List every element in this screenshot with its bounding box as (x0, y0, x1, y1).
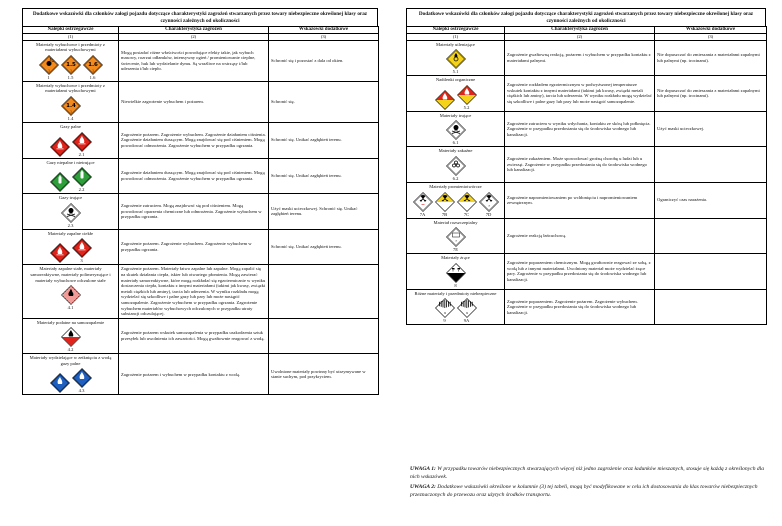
colnum: (2) (505, 34, 655, 41)
placard-number: 4.3 (78, 388, 85, 394)
hazard-placard-icon (50, 172, 70, 192)
hazard-placard-icon (72, 368, 92, 393)
hazard-cell: Zagrożenie pożarem i wybuchem w przypadku kontaktu z wodą. (119, 354, 269, 395)
placard-number: 1 (47, 74, 50, 80)
hazard-cell: Mogą posiadać różne właściwości powodujące efekty takie, jak wybuch masowy, rozrzut odłamków, intensywny ogień / promieniowanie cieplne, świecenie, huk lub wydzielanie dymu. Są wrażliwe na wstrząsy i/lub uderzenia i/lub ciepło. (119, 40, 269, 81)
placard-group (409, 156, 502, 181)
hazard-placard-icon (72, 167, 92, 192)
placard-number: 2.3 (67, 222, 74, 228)
label-cell (23, 81, 119, 122)
class-name: Materiały zapalne stałe, materiały samoreaktywne, materiały polimeryzujące i materiały wybuchowe odczulone stałe (30, 266, 111, 283)
svg-text:7: 7 (454, 240, 457, 244)
placard-number: 7B (441, 211, 448, 217)
table-row (407, 254, 767, 290)
label-cell (23, 318, 119, 354)
header-hazards: Charakterystyka zagrożeń (505, 27, 655, 34)
placard-group (409, 85, 502, 110)
placard-group (409, 49, 502, 74)
placard-number: 5.1 (452, 69, 459, 75)
hazard-placard-icon (435, 298, 455, 323)
class-name: Materiały utleniające (436, 41, 475, 47)
hazard-placard-icon (83, 55, 103, 80)
header-labels: Nalepki ostrzegawcze (407, 27, 505, 34)
table-row (407, 76, 767, 112)
table-row (23, 158, 379, 194)
hazard-placard-icon (457, 192, 477, 217)
label-cell (23, 122, 119, 158)
label-cell (407, 147, 505, 183)
hazard-cell: Zagrożenie pożarem wskutek samozapalenia w przypadku uszkodzenia sztuk przesyłek lub uwolnienia ich zawartości. Mogą gwałtownie reagować z wodą. (119, 318, 269, 354)
label-cell (407, 40, 505, 76)
placard-group (25, 285, 116, 310)
hazard-cell: Zagrożenie zakażeniem. Może spowodować groźną chorobę u ludzi lub u zwierząt. Zagrożenie w przypadku przedostania się do środowiska wodnego lub kanalizacji. (505, 147, 655, 183)
hazard-placard-icon (413, 192, 433, 217)
placard-number: 2.1 (78, 151, 85, 157)
hazard-placard-icon (39, 55, 59, 80)
table-row (407, 111, 767, 147)
label-cell (23, 40, 119, 81)
placard-group (409, 298, 502, 323)
colnum: (2) (119, 34, 269, 41)
hazard-cell: Zagrożenie pożarem. Zagrożenie wybuchem. Zagrożenie działaniem ciśnienia. Zagrożenie działaniem duszącym. Mogą znajdować się pod ciśnieniem. Mogą powodować odmrożenia. Zagrożenie wybuchem w przypadku ogrzania. (119, 122, 269, 158)
placard-group (25, 132, 116, 157)
colnum: (1) (407, 34, 505, 41)
table-row (407, 40, 767, 76)
placard-number: 1.6 (89, 74, 96, 80)
table-row (407, 289, 767, 325)
extra-cell: Schronić się. Unikać zagłębień terenu. (269, 229, 379, 265)
extra-cell: Schronić się. Unikać zagłębień terenu. (269, 158, 379, 194)
class-name: Materiały promieniotwórcze (429, 183, 482, 189)
header-extra: Wskazówki dodatkowe (655, 27, 767, 34)
table-row (23, 40, 379, 81)
label-cell (23, 354, 119, 395)
placard-group (25, 96, 116, 121)
table-row (23, 194, 379, 230)
svg-text:1: 1 (69, 110, 72, 114)
label-cell (23, 158, 119, 194)
label-cell (23, 265, 119, 318)
placard-group (25, 55, 116, 80)
class-name: Materiały zakaźne (438, 148, 473, 154)
extra-cell: Schronić się i pozostać z dala od okien. (269, 40, 379, 81)
class-name: Różne materiały i przedmioty niebezpieczne (414, 290, 497, 296)
extra-cell: Schronić się. Unikać zagłębień terenu. (269, 122, 379, 158)
label-cell (23, 229, 119, 265)
table-row (407, 182, 767, 218)
class-name: Materiał rozszczepialny (433, 219, 478, 225)
hazard-cell: Zagrożenie poparzeniem chemicznym. Mogą gwałtownie reagować ze sobą, z wodą lub z innymi materiałami. Uwolniony materiał może wydzielać żrące pary. Zagrożenie w przypadku przedostania się do środowiska wodnego lub kanalizacji. (505, 254, 655, 290)
class-name: Materiały zapalne ciekłe (47, 230, 94, 236)
class-name: Materiały wydzielające w zetknięciu z wodą gazy palne (29, 355, 112, 366)
table-row (407, 147, 767, 183)
placard-number: 4.2 (67, 347, 74, 353)
table-row (407, 218, 767, 254)
class-name: Materiały wybuchowe i przedmioty z materiałami wybuchowymi (36, 41, 105, 53)
notes (410, 466, 766, 502)
table-row (23, 229, 379, 265)
table-row (23, 81, 379, 122)
note-text: Dodatkowe wskazówki określone w kolumnie (3) tej tabeli, mogą być modyfikowane w celu ich dostosowania do klas towarów niebezpiecznych przeznaczonych do przewozu oraz użytych środków transportu. (410, 484, 758, 498)
hazard-placard-icon (435, 192, 455, 217)
hazard-placard-icon (435, 90, 455, 110)
extra-cell: Uwolnione materiały powinny być utrzymywane w stanie suchym, pod przykryciem. (269, 354, 379, 395)
hazard-placard-icon (457, 85, 477, 110)
svg-text:7: 7 (487, 204, 490, 208)
label-cell (407, 289, 505, 325)
svg-text:1.6: 1.6 (87, 61, 98, 68)
extra-cell: Nie dopuszczać do zmieszania z materiałami zapalnymi lub palnymi (np. trocinami). (655, 40, 767, 76)
class-name: Gazy palne (60, 123, 81, 129)
extra-cell (269, 265, 379, 318)
hazard-placard-icon (50, 243, 70, 263)
placard-number: 4.1 (67, 305, 74, 311)
placard-group (409, 263, 502, 288)
class-name: Materiały podatne na samozapalenie (36, 319, 105, 325)
class-name: Materiały żrące (441, 255, 470, 261)
placard-number: 7C (463, 211, 470, 217)
extra-cell: Nie dopuszczać do zmieszania z materiałami zapalnymi lub palnymi (np. trocinami). (655, 76, 767, 112)
header-extra: Wskazówki dodatkowe (269, 27, 379, 34)
extra-cell (655, 147, 767, 183)
right-page-title: Dodatkowe wskazówki dla członków załogi pojazdu dotyczące charakterystyki zagrożeń stwarzanych przez towary niebezpieczne określonej klasy oraz czynności zależnych od okoliczności (406, 8, 766, 26)
hazard-cell: Niewielkie zagrożenie wybuchem i pożarem. (119, 81, 269, 122)
extra-cell (655, 218, 767, 254)
hazard-placard-icon (72, 238, 92, 263)
placard-number: 3 (80, 258, 83, 264)
svg-text:1.5: 1.5 (65, 61, 76, 68)
svg-text:9: 9 (465, 311, 468, 316)
hazard-cell: Zagrożenie reakcją łańcuchową. (505, 218, 655, 254)
placard-number: 7D (485, 211, 492, 217)
hazard-placard-icon (457, 298, 477, 323)
hazard-placard-icon (61, 285, 81, 310)
hazard-placard-icon (446, 227, 466, 252)
hazard-cell: Zagrożenie zatruciem. Mogą znajdować się pod ciśnieniem. Mogą powodować oparzenia chemiczne lub odmrożenia. Zagrożenie wybuchem w przypadku ogrzania. (119, 194, 269, 230)
placard-number: 6.2 (452, 175, 459, 181)
hazard-cell: Zagrożenie rozkładem egzotermicznym w podwyższonej temperaturze wskutek kontaktu z innymi materiałami (takimi jak kwasy, związki metali ciężkich lub aminy), tarcia lub uderzenia. W wyniku rozkładu mogą wydzielać się szkodliwe i palne gazy lub pary lub może nastąpić samozapalenie. (505, 76, 655, 112)
table-row (23, 122, 379, 158)
placard-number: 9 (443, 318, 446, 324)
placard-group (25, 167, 116, 192)
placard-number: 6.1 (452, 140, 459, 146)
label-cell (407, 218, 505, 254)
placard-number: 9A (463, 318, 470, 324)
hazard-placard-icon (61, 327, 81, 352)
hazard-cell: Zagrożenie zatruciem w wyniku wdychania, kontaktu ze skórą lub połknięcia. Zagrożenie w przypadku przedostania się do środowiska wodnego lub kanalizacji. (505, 111, 655, 147)
placard-number: 7A (419, 211, 426, 217)
left-hazard-table (22, 26, 379, 395)
placard-number: 8 (454, 282, 457, 288)
class-name: Materiały trujące (439, 112, 472, 118)
extra-cell: Ograniczyć czas narażenia. (655, 182, 767, 218)
placard-number: 7E (452, 247, 459, 253)
extra-cell (655, 254, 767, 290)
extra-cell: Użyć maski ucieczkowej. Schronić się. Unikać zagłębień terenu. (269, 194, 379, 230)
hazard-cell: Zagrożenie poparzeniem. Zagrożenie pożarem. Zagrożenie wybuchem. Zagrożenie w przypadku przedostania się do środowiska wodnego lub kanalizacji. (505, 289, 655, 325)
note-label: UWAGA 2: (410, 484, 436, 491)
note-2 (410, 484, 766, 499)
hazard-placard-icon (50, 373, 70, 393)
extra-cell (655, 289, 767, 325)
hazard-placard-icon (61, 96, 81, 121)
right-page (406, 8, 766, 325)
label-cell (407, 254, 505, 290)
hazard-cell: Zagrożenie pożarem. Zagrożenie wybuchem. Zagrożenie wybuchem w przypadku ogrzania. (119, 229, 269, 265)
note-1 (410, 466, 766, 481)
hazard-placard-icon (479, 192, 499, 217)
svg-text:1: 1 (91, 69, 94, 73)
label-cell (23, 194, 119, 230)
header-labels: Nalepki ostrzegawcze (23, 27, 119, 34)
label-cell (407, 76, 505, 112)
hazard-cell: Zagrożenie napromieniowaniem po wchłonięciu i napromieniowaniem zewnętrznym. (505, 182, 655, 218)
placard-number: 5.2 (463, 104, 470, 110)
label-cell (407, 111, 505, 147)
hazard-placard-icon (50, 137, 70, 157)
table-row (23, 265, 379, 318)
placard-number: 2.2 (78, 187, 85, 193)
class-name: Materiały wybuchowe i przedmioty z materiałami wybuchowymi (36, 82, 105, 94)
placard-group (409, 227, 502, 252)
hazard-placard-icon (61, 55, 81, 80)
extra-cell: Schronić się. (269, 81, 379, 122)
svg-text:1: 1 (47, 69, 50, 73)
hazard-cell: Zagrożenie gwałtowną reakcją, pożarem i wybuchem w przypadku kontaktu z materiałami palnymi. (505, 40, 655, 76)
placard-group (25, 368, 116, 393)
note-text: W przypadku towarów niebezpiecznych stwarzających więcej niż jedno zagrożenie oraz ładunków mieszanych, stosuje się każdą z określonych dla nich wskazówek. (410, 466, 765, 480)
hazard-placard-icon (61, 203, 81, 228)
placard-group (25, 327, 116, 352)
colnum: (1) (23, 34, 119, 41)
colnum: (3) (269, 34, 379, 41)
table-row (23, 318, 379, 354)
note-label: UWAGA 1: (410, 466, 436, 472)
class-name: Gazy niepalne i nietrujące (46, 159, 95, 165)
label-cell (407, 182, 505, 218)
hazard-placard-icon (446, 49, 466, 74)
svg-text:1.4: 1.4 (65, 102, 76, 109)
class-name: Nadtlenki organiczne (435, 77, 476, 83)
right-hazard-table (406, 26, 767, 325)
header-hazards: Charakterystyka zagrożeń (119, 27, 269, 34)
left-page (22, 8, 378, 395)
hazard-placard-icon (446, 120, 466, 145)
svg-text:9: 9 (443, 311, 446, 316)
extra-cell: Użyć maski ucieczkowej. (655, 111, 767, 147)
placard-number: 1.5 (67, 74, 74, 80)
placard-group (409, 192, 502, 217)
placard-number: 1.4 (67, 115, 74, 121)
svg-text:1: 1 (69, 69, 72, 73)
colnum: (3) (655, 34, 767, 41)
hazard-cell: Zagrożenie pożarem. Materiały łatwo zapalne lub zapalne. Mogą zapalić się na skutek działania ciepła, iskier lub otwartego płomienia. Mogą zawierać materiały samoreaktywne, które mogą rozkładać się egzotermicznie w wyniku dostarczenia ciepła, kontaktu z innymi materiałami (takimi jak kwasy, związki metali ciężkich lub aminy), tarcia lub uderzenia. W wyniku rozkładu mogą wydzielać się szkodliwe i palne gazy lub pary lub może nastąpić samozapalenie. Zagrożenie wybuchem w przypadku ogrzania. Zagrożenie wybuchem materiałów wybuchowych odczulonych w przypadku utraty substancji odczulającej. (119, 265, 269, 318)
table-row (23, 354, 379, 395)
hazard-placard-icon (446, 156, 466, 181)
class-name: Gazy trujące (58, 195, 83, 201)
left-page-title: Dodatkowe wskazówki dla członków załogi pojazdu dotyczące charakterystyki zagrożeń stwarzanych przez towary niebezpieczne określonej klasy oraz czynności zależnych od okoliczności (22, 8, 378, 26)
hazard-cell: Zagrożenie działaniem duszącym. Mogą znajdować się pod ciśnieniem. Mogą powodować odmrożenia. Zagrożenie wybuchem w przypadku ogrzania. (119, 158, 269, 194)
hazard-placard-icon (446, 263, 466, 288)
placard-group (409, 120, 502, 145)
placard-group (25, 203, 116, 228)
extra-cell (269, 318, 379, 354)
placard-group (25, 238, 116, 263)
hazard-placard-icon (72, 132, 92, 157)
